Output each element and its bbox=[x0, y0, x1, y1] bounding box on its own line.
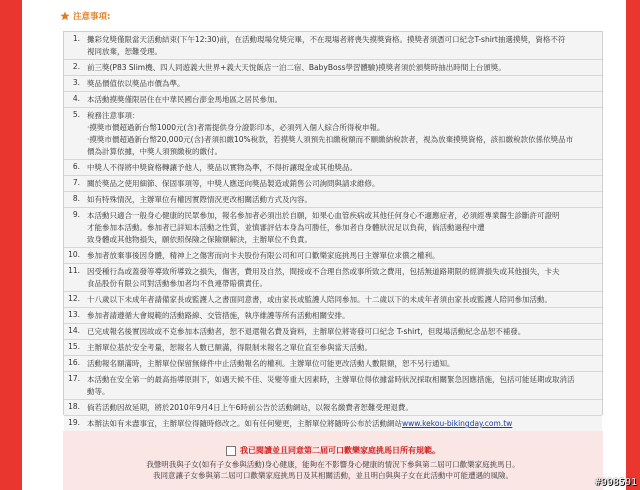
note-line: 本活動在安全第一的最高指導原則下，如遇天候不佳、災變等重大因素時，主辦單位得依據當時狀況採取相關緊急因應措施，包括可能延期或取消活 bbox=[87, 375, 575, 384]
note-line: 已完成報名後實因故或不克參加本活動者，恕不退還報名費及資料，主辦單位將寄發可口紀念 T-shirt，但現場活動紀念品恕不補發。 bbox=[87, 327, 526, 336]
notes-list bbox=[63, 31, 603, 428]
note-line: 動等。 bbox=[87, 387, 110, 396]
note-line: 主辦單位基於安全考量，恕報名人數已額滿，得限制未報名之單位直至參與當天活動。 bbox=[87, 343, 372, 352]
note-line: 參加者請遵循大會規範的活動路線、交管措施，執序維護等所有活動相關安排。 bbox=[87, 311, 350, 320]
note-row bbox=[64, 292, 602, 308]
note-line: 活動報名額滿時，主辦單位保留無條件中止活動報名的權利。主辦單位可能更改活動人數限額，恕不另行通知。 bbox=[87, 359, 455, 368]
agree-checkbox-label[interactable]: 我已閱讀並且同意第二屆可口歡樂家庭挑馬日所有規範。 bbox=[240, 446, 440, 455]
note-number: 16. bbox=[68, 358, 80, 367]
note-number: 5. bbox=[72, 110, 80, 119]
note-row bbox=[64, 248, 602, 264]
note-text bbox=[87, 342, 596, 354]
note-text bbox=[87, 418, 596, 430]
note-number: 13. bbox=[68, 310, 80, 319]
note-row bbox=[64, 60, 602, 76]
note-text bbox=[87, 162, 596, 174]
watermark: #998591 bbox=[594, 477, 637, 488]
note-line: 本活動摸獎僅限居住在中華民國台澎金馬地區之居民參加。 bbox=[87, 95, 282, 104]
note-number: 14. bbox=[68, 326, 80, 335]
note-number: 11. bbox=[68, 266, 80, 275]
agreement-panel bbox=[63, 431, 603, 490]
note-row bbox=[64, 108, 602, 160]
note-text bbox=[87, 178, 596, 190]
note-line: 參加者放棄事後因身體，精神上之傷害而向卡夫股份有限公司和可口歡樂家庭挑馬日主辦單位求償之權利。 bbox=[87, 251, 440, 260]
note-row bbox=[64, 208, 602, 248]
note-text bbox=[87, 374, 596, 398]
note-row bbox=[64, 32, 602, 60]
note-line: ‧摸獎市價超過新台幣20,000元(含)者須扣繳10%稅款，若摸獎人須預先扣繳稅額而不願繳納稅款者，視為放棄摸獎資格，該扣繳稅款依係依獎品市 bbox=[87, 135, 574, 144]
note-line: 十八歲以下未成年者請備家長或監護人之書面同意書，或由家長或監護人陪同參加。十二歲以下的未成年者須由家長或監護人陪同參加活動。 bbox=[87, 295, 552, 304]
note-text bbox=[87, 34, 596, 58]
note-row bbox=[64, 76, 602, 92]
note-line: 中獎人不得將中獎資格轉讓予他人，獎品以實物為準，不得折讓現金或其他獎品。 bbox=[87, 163, 357, 172]
note-line: 前三獎(P83 Slim機、四人同遊義大世界+義大天悅飯店一泊二宿、BabyBoss學習體驗)摸獎者須於頒獎時抽出時間上台頒獎。 bbox=[87, 63, 506, 72]
note-number: 10. bbox=[68, 250, 80, 259]
agree-checkbox[interactable] bbox=[226, 446, 236, 456]
note-number: 15. bbox=[68, 342, 80, 351]
note-number: 8. bbox=[72, 194, 80, 203]
note-number: 7. bbox=[72, 178, 80, 187]
note-line: 致身體或其他物損失，願依照保險之保險額解決，主辦單位不負責。 bbox=[87, 235, 312, 244]
note-line: 如有特殊情況，主辦單位有權因實際情況更改相關活動方式及內容。 bbox=[87, 195, 312, 204]
note-line: 倘若活動因故延期，將於2010年9月4日上午6時前公告於活動網站，以報名繳費者恕難受理退費。 bbox=[87, 403, 413, 412]
note-number: 6. bbox=[72, 162, 80, 171]
note-row bbox=[64, 340, 602, 356]
note-row bbox=[64, 416, 602, 432]
note-line: 才能參加本活動。參加者已詳知本活動之性質，並慎審評估本身為可勝任，參加者自身體狀況足以負荷，倘活動過程中遭 bbox=[87, 223, 485, 232]
note-text bbox=[87, 110, 596, 158]
note-row bbox=[64, 192, 602, 208]
note-text bbox=[87, 326, 596, 338]
consent-text bbox=[63, 459, 603, 481]
star-icon bbox=[60, 11, 70, 21]
note-line: 獎品價值依以獎品市價為準。 bbox=[87, 79, 185, 88]
note-line: 視同放棄，恕難受理。 bbox=[87, 47, 162, 56]
note-row bbox=[64, 308, 602, 324]
consent-line-1: 我聲明我與子女(如有子女參與活動)身心健康，能夠在不影響身心健康的情況下參與第二屆可口歡樂家庭挑馬日。 bbox=[146, 460, 520, 469]
note-line: 價為計算依據，中獎人須預繳稅的繳付。 bbox=[87, 147, 222, 156]
section-header bbox=[60, 9, 110, 23]
note-line: 關於獎品之使用細節、保固事項等，中獎人應逕向獎品製造或銷售公司詢問與請求維修。 bbox=[87, 179, 380, 188]
note-number: 17. bbox=[68, 374, 80, 383]
note-text bbox=[87, 94, 596, 106]
note-row bbox=[64, 160, 602, 176]
note-number: 4. bbox=[72, 94, 80, 103]
note-line: 本辦法如有未盡事宜，主辦單位得隨時修改之。如有任何變更，主辦單位將隨時公布於活動網站www.kekou-bikingday.com.tw bbox=[87, 419, 513, 428]
note-line: 稅務注意事項： bbox=[87, 111, 140, 120]
note-text bbox=[87, 358, 596, 370]
note-number: 19. bbox=[68, 418, 80, 427]
note-text bbox=[87, 78, 596, 90]
note-row bbox=[64, 92, 602, 108]
note-row bbox=[64, 176, 602, 192]
note-line: ‧摸獎市價超過新台幣1000元(含)者需提供身分證影印本，必須列入個人綜合所得稅申報。 bbox=[87, 123, 385, 132]
note-number: 9. bbox=[72, 210, 80, 219]
note-row bbox=[64, 400, 602, 416]
note-row bbox=[64, 356, 602, 372]
note-text bbox=[87, 210, 596, 246]
note-text bbox=[87, 250, 596, 262]
note-line: 因受種行為或蓋發等導致所導致之損失，傷害，費用及自然，間接或不合理自然或事所致之費用，包括無道路期限的經濟損失或其他損失，卡夫 bbox=[87, 267, 560, 276]
event-website-link[interactable]: www.kekou-bikingday.com.tw bbox=[402, 419, 513, 428]
section-title: 注意事項: bbox=[73, 12, 111, 22]
note-number: 3. bbox=[72, 78, 80, 87]
note-number: 12. bbox=[68, 294, 80, 303]
note-line: 食品股份有限公司對活動參加者均不負連帶賠償責任。 bbox=[87, 279, 267, 288]
note-text bbox=[87, 294, 596, 306]
note-text bbox=[87, 194, 596, 206]
note-number: 2. bbox=[72, 62, 80, 71]
page-panel bbox=[22, 0, 626, 490]
note-row bbox=[64, 372, 602, 400]
consent-line-2: 我同意讓子女參與第二屆可口歡樂家庭挑馬日及其相關活動，並且明白與與子女在此活動中可能遭遇的風險。 bbox=[153, 471, 513, 480]
note-text bbox=[87, 62, 596, 74]
note-row bbox=[64, 324, 602, 340]
note-line: 本活動只適合一般身心健康的民眾參加，報名參加者必須出於自願，如果心血管疾病或其他任何身心不適應症者，必須經專業醫生診斷許可證明 bbox=[87, 211, 560, 220]
note-row bbox=[64, 264, 602, 292]
note-text bbox=[87, 310, 596, 322]
note-line: 攤彩兌獎僅限當天活動結束(下午12:30)前，在活動現場兌獎完畢，不在現場者將喪失摸獎資格。摸獎者須憑可口紀念T-shirt抽選摸獎，資格不符 bbox=[87, 35, 566, 44]
note-text bbox=[87, 266, 596, 290]
note-number: 1. bbox=[72, 34, 80, 43]
note-number: 18. bbox=[68, 402, 80, 411]
note-text bbox=[87, 402, 596, 414]
